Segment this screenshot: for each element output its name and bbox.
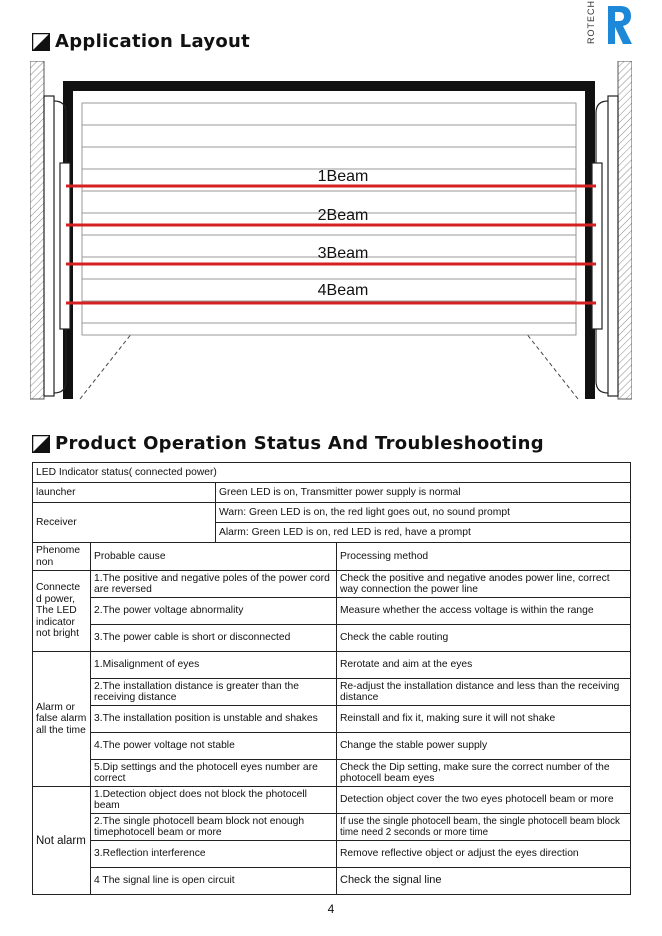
method-cell: Check the signal line	[337, 868, 631, 895]
led-header: LED Indicator status( connected power)	[33, 463, 631, 483]
table-row	[33, 652, 631, 679]
method-cell: Check the cable routing	[337, 625, 631, 652]
rotech-logo	[594, 4, 634, 46]
table-row	[33, 598, 631, 625]
method-cell: Check the positive and negative anodes power line, correct way connection the power line	[337, 571, 631, 598]
table-row	[33, 503, 631, 523]
cause-cell: 2.The installation distance is greater than the receiving distance	[91, 679, 337, 706]
cause-cell: 2.The single photocell beam block not enough timephotocell beam or more	[91, 814, 337, 841]
right-sweep-line	[526, 333, 578, 399]
table-row	[33, 483, 631, 503]
receiver-alarm: Alarm: Green LED is on, red LED is red, have a prompt	[216, 523, 631, 543]
cause-cell: 4 The signal line is open circuit	[91, 868, 337, 895]
method-cell: Check the Dip setting, make sure the correct number of the photocell beam eyes	[337, 760, 631, 787]
brand-name: ROTECH	[586, 0, 596, 44]
head-cause: Probable cause	[91, 543, 337, 571]
table-row	[33, 463, 631, 483]
cause-cell: 1.Misalignment of eyes	[91, 652, 337, 679]
beam-label-3: 3Beam	[317, 245, 369, 262]
method-cell: Re-adjust the installation distance and less than the receiving distance	[337, 679, 631, 706]
table-row	[33, 625, 631, 652]
method-cell: If use the single photocell beam, the single photocell beam block time need 2 seconds or more time	[337, 814, 631, 841]
receiver-warn: Warn: Green LED is on, the red light goes out, no sound prompt	[216, 503, 631, 523]
cause-cell: 3.The installation position is unstable and shakes	[91, 706, 337, 733]
method-cell: Reinstall and fix it, making sure it will not shake	[337, 706, 631, 733]
receiver-label: Receiver	[33, 503, 216, 543]
table-row	[33, 679, 631, 706]
beam-label-1: 1Beam	[317, 168, 369, 185]
right-wall	[618, 61, 632, 399]
cause-cell: 2.The power voltage abnormality	[91, 598, 337, 625]
beam-label-2: 2Beam	[317, 207, 369, 224]
cause-cell: 4.The power voltage not stable	[91, 733, 337, 760]
phenomenon-cell: Not alarm	[33, 787, 91, 895]
section-title-layout	[32, 31, 250, 52]
beam-label-4: 4Beam	[317, 282, 369, 299]
layout-title: Application Layout	[55, 31, 251, 52]
receiver-pole	[592, 96, 618, 396]
page-number: 4	[327, 902, 335, 916]
transmitter-pole	[44, 96, 70, 396]
launcher-status: Green LED is on, Transmitter power supply is normal	[216, 483, 631, 503]
troubleshoot-title: Product Operation Status And Troubleshooting	[55, 433, 544, 454]
table-row	[33, 868, 631, 895]
table-row	[33, 787, 631, 814]
method-cell: Detection object cover the two eyes photocell beam or more	[337, 787, 631, 814]
left-wall	[30, 61, 44, 399]
section-marker-icon	[32, 435, 50, 453]
method-cell: Rerotate and aim at the eyes	[337, 652, 631, 679]
troubleshooting-table	[32, 462, 631, 895]
cause-cell: 1.The positive and negative poles of the power cord are reversed	[91, 571, 337, 598]
table-row	[33, 760, 631, 787]
method-cell: Remove reflective object or adjust the eyes direction	[337, 841, 631, 868]
phenomenon-cell: Connecte d power, The LED indicator not bright	[33, 571, 91, 652]
phenomenon-cell: Alarm or false alarm all the time	[33, 652, 91, 787]
cause-cell: 5.Dip settings and the photocell eyes number are correct	[91, 760, 337, 787]
head-phenomenon: Phenome non	[33, 543, 91, 571]
launcher-label: launcher	[33, 483, 216, 503]
application-layout-diagram	[30, 61, 632, 401]
head-method: Processing method	[337, 543, 631, 571]
table-row	[33, 571, 631, 598]
left-sweep-line	[80, 333, 132, 399]
cause-cell: 3.Reflection interference	[91, 841, 337, 868]
table-row	[33, 814, 631, 841]
table-row	[33, 733, 631, 760]
method-cell: Change the stable power supply	[337, 733, 631, 760]
cause-cell: 1.Detection object does not block the photocell beam	[91, 787, 337, 814]
table-header-row	[33, 543, 631, 571]
section-title-troubleshooting	[32, 433, 544, 454]
table-row	[33, 706, 631, 733]
table-row	[33, 841, 631, 868]
section-marker-icon	[32, 33, 50, 51]
cause-cell: 3.The power cable is short or disconnected	[91, 625, 337, 652]
method-cell: Measure whether the access voltage is within the range	[337, 598, 631, 625]
